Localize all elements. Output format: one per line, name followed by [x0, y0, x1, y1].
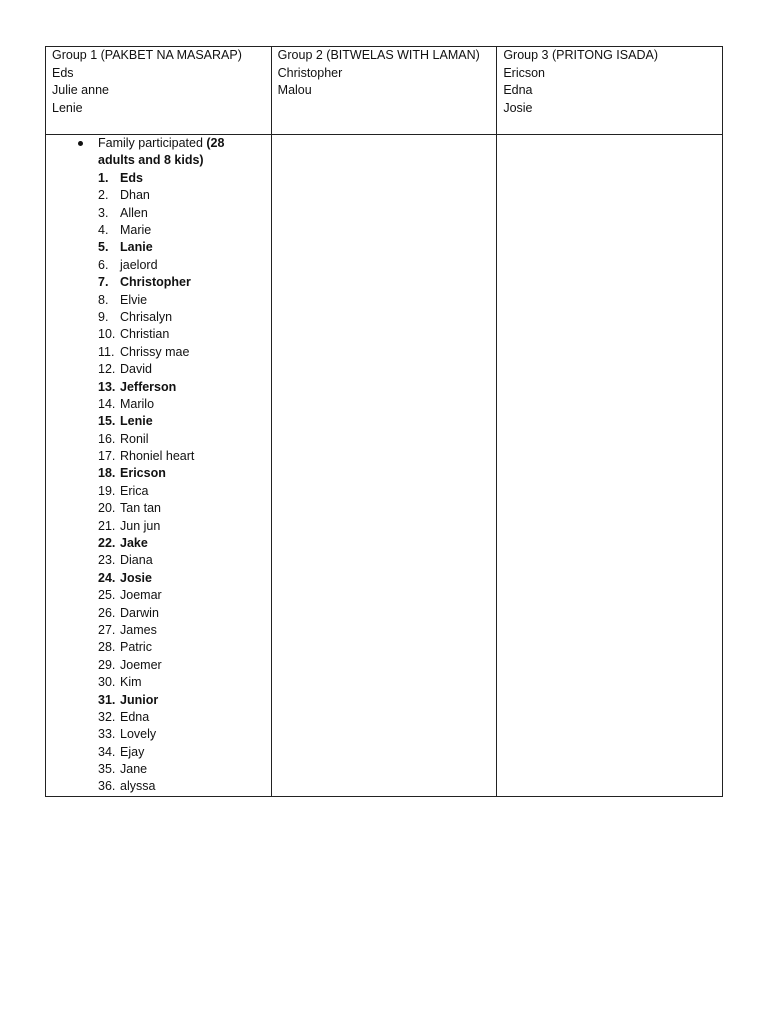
group-3-title: Group 3 (PRITONG ISADA): [503, 48, 658, 62]
participant-item: [98, 709, 265, 726]
participant-item: [98, 431, 265, 448]
participant-item: [98, 170, 265, 187]
participant-number: 4.: [98, 222, 109, 237]
participant-item: [98, 361, 265, 378]
participant-name: Edna: [120, 709, 150, 724]
participation-intro: Family participated: [98, 136, 203, 150]
group-3-member: Ericson: [503, 65, 545, 80]
participants-cell: [46, 135, 272, 797]
participant-number: 10.: [98, 327, 116, 342]
group-1-member: Eds: [52, 65, 74, 80]
participant-name: Dhan: [120, 188, 150, 203]
participant-item: [98, 483, 265, 500]
participant-name: Lovely: [120, 727, 157, 742]
participant-number: 8.: [98, 292, 109, 307]
group-3-member: Edna: [503, 83, 533, 97]
participant-number: 27.: [98, 622, 116, 637]
participant-item: [98, 274, 265, 291]
participant-name: Jake: [120, 536, 148, 551]
participant-number: 23.: [98, 553, 116, 568]
participant-number: 9.: [98, 309, 109, 324]
participant-item: [98, 570, 265, 587]
participant-list: [52, 170, 265, 796]
participant-number: 15.: [98, 414, 116, 429]
participant-name: Elvie: [120, 292, 148, 307]
group-3-body-cell: [497, 135, 723, 797]
participant-item: [98, 257, 265, 274]
participant-name: Rhoniel heart: [120, 449, 195, 464]
participant-item: [98, 239, 265, 256]
participant-number: 33.: [98, 727, 116, 742]
participant-number: 22.: [98, 536, 116, 551]
participant-number: 20.: [98, 501, 116, 516]
participant-item: [98, 692, 265, 709]
participant-name: Joemer: [120, 657, 162, 672]
group-2-title: Group 2 (BITWELAS WITH LAMAN): [277, 48, 480, 62]
participant-number: 6.: [98, 257, 109, 272]
participant-name: Marie: [120, 222, 152, 237]
participant-name: Patric: [120, 640, 152, 655]
participants-row: [46, 135, 723, 797]
participant-name: Christian: [120, 327, 170, 342]
group-2-body-cell: [271, 135, 497, 797]
participant-item: [98, 448, 265, 465]
participant-item: [98, 552, 265, 569]
participant-name: Jefferson: [120, 379, 177, 394]
participant-name: Ejay: [120, 744, 145, 759]
participant-item: [98, 674, 265, 691]
participant-item: [98, 344, 265, 361]
participant-number: 24.: [98, 570, 116, 585]
participant-item: [98, 500, 265, 517]
participant-number: 36.: [98, 779, 116, 794]
participant-item: [98, 761, 265, 778]
participant-number: 19.: [98, 483, 116, 498]
participant-number: 21.: [98, 518, 116, 533]
participant-name: Chrissy mae: [120, 344, 190, 359]
participant-number: 7.: [98, 275, 109, 290]
participant-item: [98, 587, 265, 604]
group-1-cell: [46, 47, 272, 135]
participant-item: [98, 622, 265, 639]
group-1-member: Lenie: [52, 100, 83, 115]
participant-item: [98, 205, 265, 222]
participant-name: Chrisalyn: [120, 309, 173, 324]
participant-number: 11.: [98, 344, 115, 359]
participant-number: 26.: [98, 605, 116, 620]
participant-number: 2.: [98, 188, 109, 203]
participant-number: 32.: [98, 709, 116, 724]
participant-name: Joemar: [120, 588, 162, 603]
group-2-member: Malou: [277, 83, 312, 97]
group-2-member: Christopher: [277, 65, 343, 80]
participant-name: Josie: [120, 570, 152, 585]
participant-name: Ericson: [120, 466, 166, 481]
participant-name: alyssa: [120, 779, 156, 794]
participant-number: 16.: [98, 431, 116, 446]
group-header-row: [46, 47, 723, 135]
participant-number: 28.: [98, 640, 116, 655]
participant-item: [98, 396, 265, 413]
participant-name: Lenie: [120, 414, 153, 429]
participant-item: [98, 326, 265, 343]
participant-name: Junior: [120, 692, 159, 707]
participant-item: [98, 639, 265, 656]
participant-name: James: [120, 622, 157, 637]
participant-item: [98, 657, 265, 674]
participant-number: 30.: [98, 675, 116, 690]
participant-item: [98, 605, 265, 622]
participation-summary: [52, 135, 265, 170]
participation-count: (28: [206, 136, 225, 150]
participant-number: 31.: [98, 692, 116, 707]
participant-item: [98, 744, 265, 761]
bullet-dot-icon: [78, 141, 83, 146]
participant-number: 12.: [98, 362, 116, 377]
participant-name: Christopher: [120, 275, 191, 290]
participant-name: Diana: [120, 553, 153, 568]
participant-item: [98, 535, 265, 552]
participant-number: 35.: [98, 762, 116, 777]
participant-name: Marilo: [120, 396, 155, 411]
participant-name: Erica: [120, 483, 149, 498]
participant-name: Kim: [120, 675, 142, 690]
participant-name: Ronil: [120, 431, 149, 446]
participant-item: [98, 726, 265, 743]
group-3-cell: [497, 47, 723, 135]
participant-item: [98, 222, 265, 239]
participant-number: 5.: [98, 240, 109, 255]
participant-name: Darwin: [120, 605, 159, 620]
participant-name: David: [120, 362, 152, 377]
participant-number: 13.: [98, 379, 116, 394]
group-roster-table: [45, 46, 723, 797]
group-1-member: Julie anne: [52, 83, 109, 97]
participant-item: [98, 778, 265, 795]
group-2-cell: [271, 47, 497, 135]
participant-item: [98, 518, 265, 535]
participant-number: 1.: [98, 170, 109, 185]
participant-number: 18.: [98, 466, 116, 481]
participant-name: jaelord: [120, 257, 158, 272]
participation-count-detail: adults and 8 kids): [98, 153, 204, 168]
group-1-title: Group 1 (PAKBET NA MASARAP): [52, 48, 242, 62]
participant-item: [98, 379, 265, 396]
participant-item: [98, 465, 265, 482]
participant-name: Lanie: [120, 240, 153, 255]
participant-name: Eds: [120, 170, 143, 185]
participant-name: Jun jun: [120, 518, 161, 533]
participant-number: 25.: [98, 588, 116, 603]
participant-name: Tan tan: [120, 501, 162, 516]
participant-name: Jane: [120, 762, 148, 777]
participant-number: 3.: [98, 205, 109, 220]
participant-number: 29.: [98, 657, 116, 672]
participant-item: [98, 413, 265, 430]
participant-name: Allen: [120, 205, 148, 220]
participant-number: 14.: [98, 396, 116, 411]
group-3-member: Josie: [503, 100, 533, 115]
participant-number: 34.: [98, 744, 116, 759]
participant-number: 17.: [98, 449, 116, 464]
participant-item: [98, 309, 265, 326]
participant-item: [98, 292, 265, 309]
participant-item: [98, 187, 265, 204]
